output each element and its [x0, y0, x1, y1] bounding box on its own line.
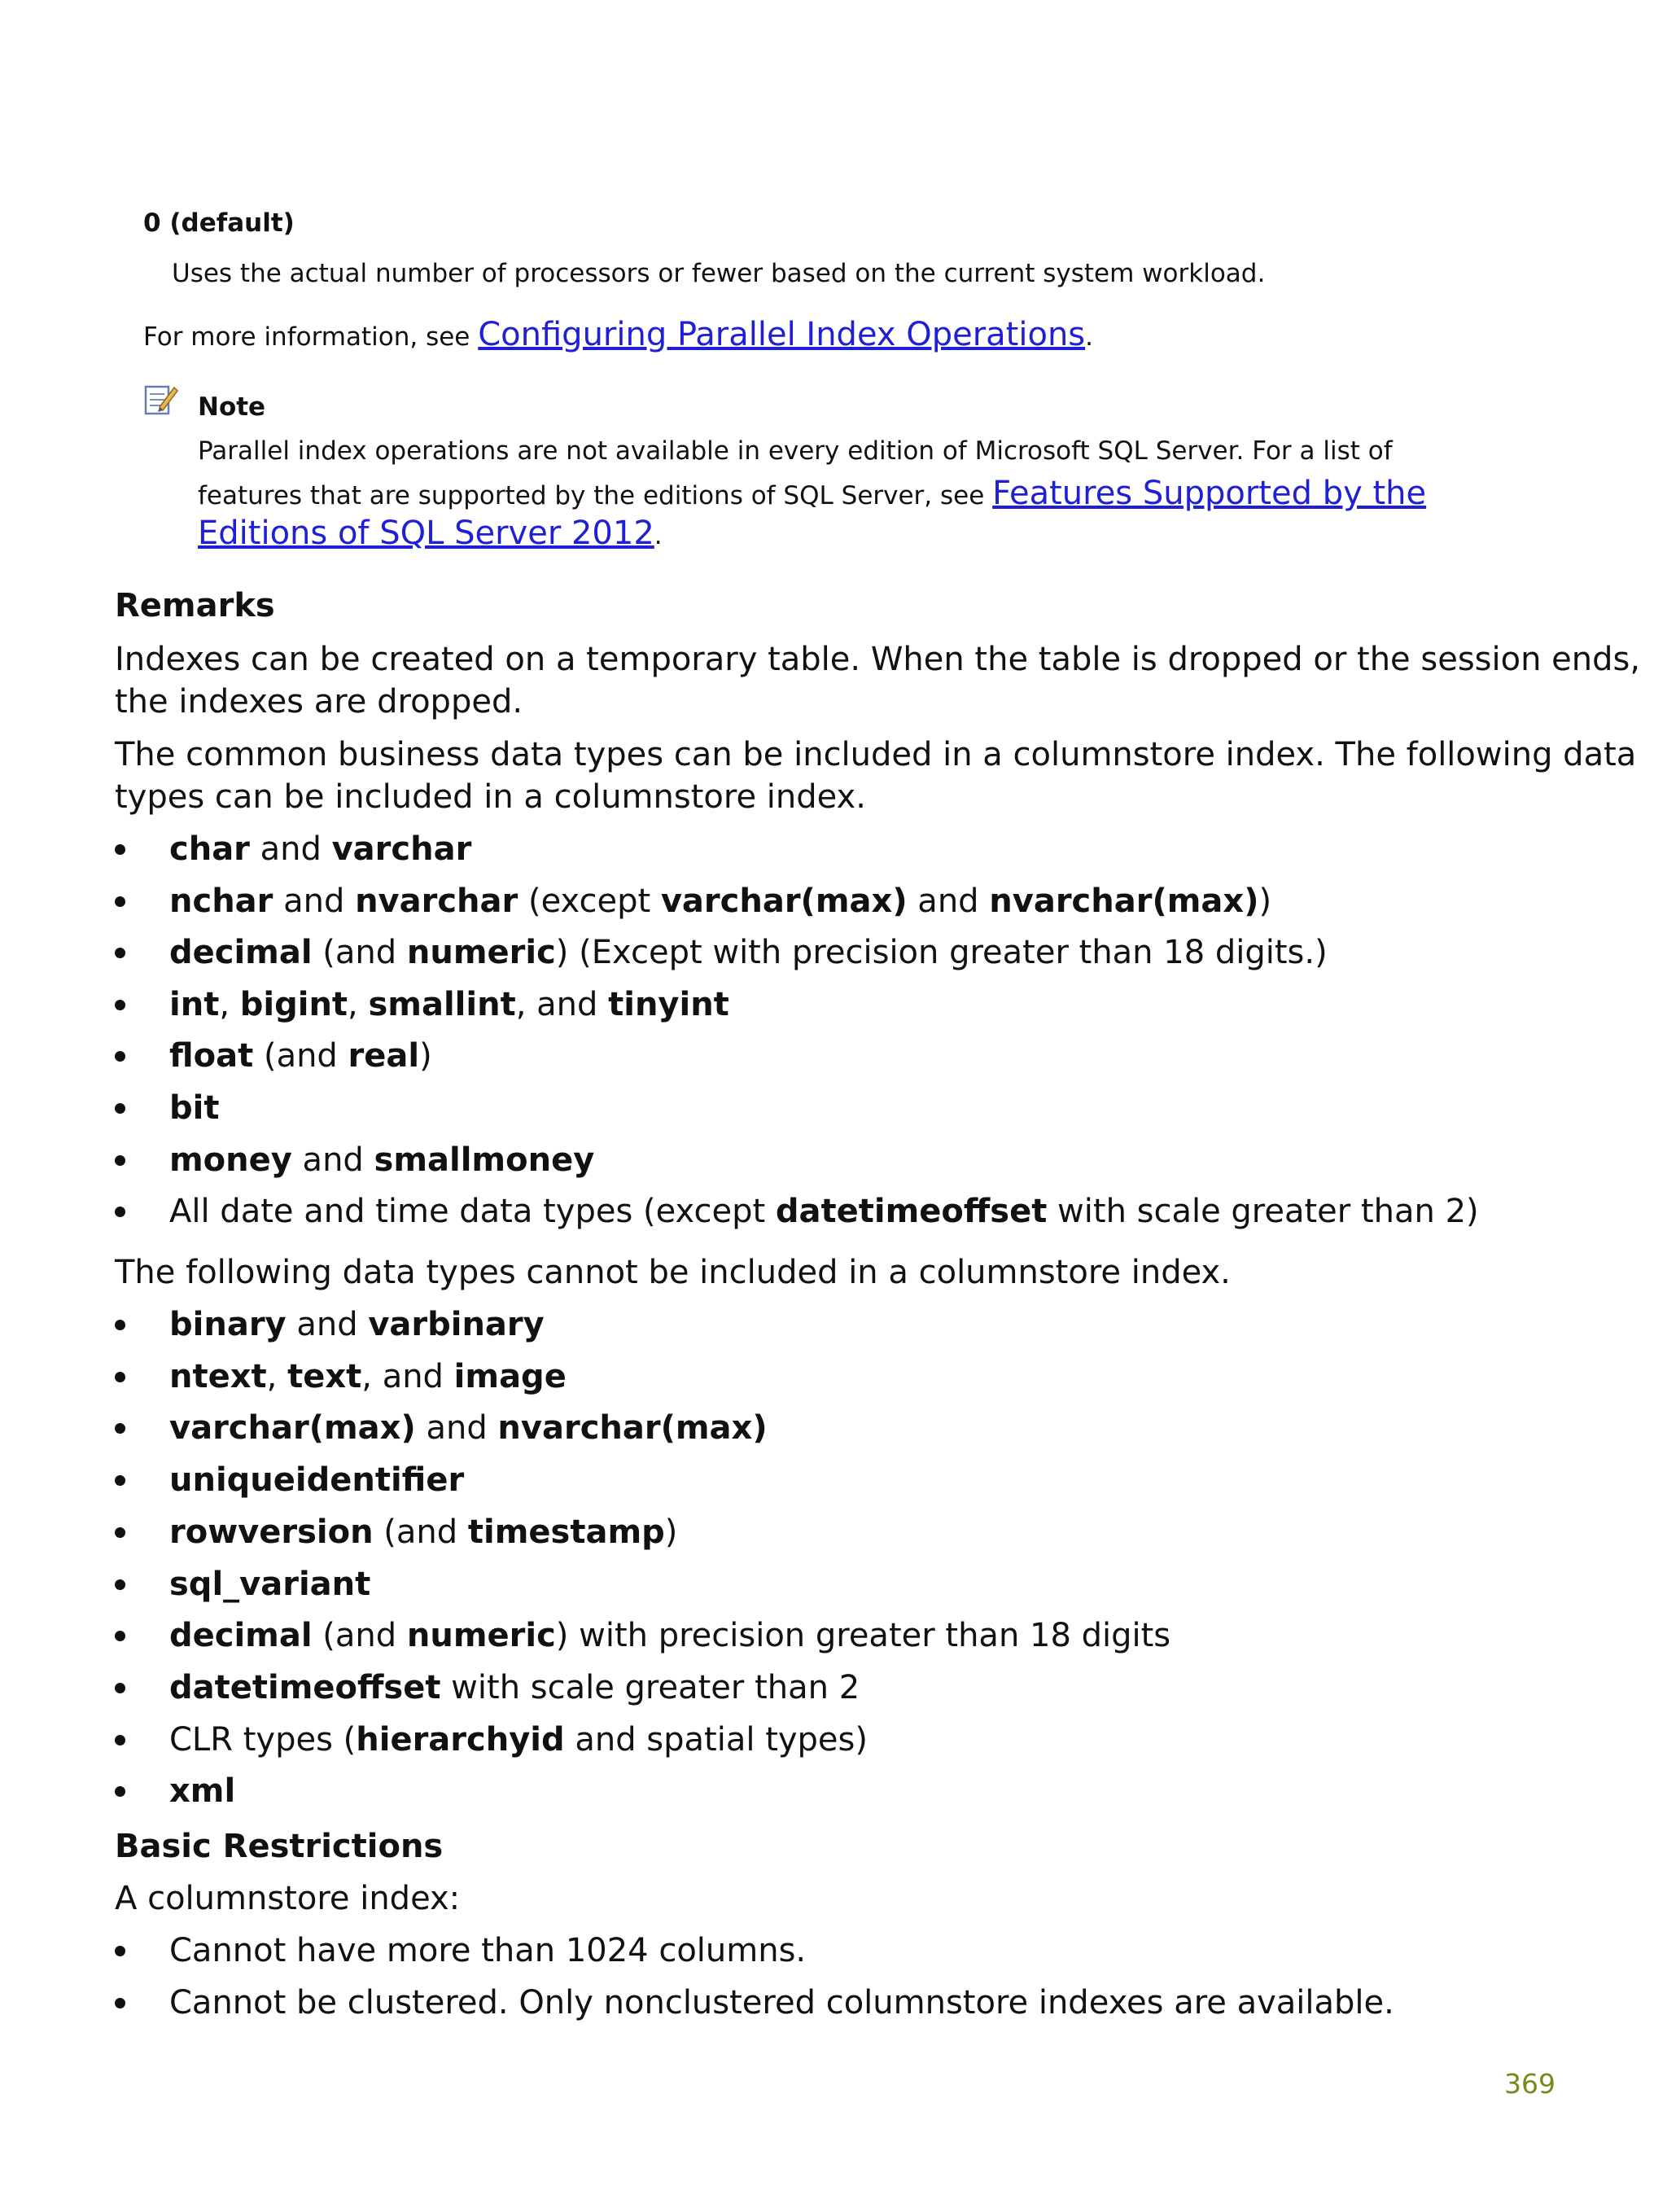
- list-text-run: All date and time data types (except: [169, 1193, 776, 1231]
- list-text-run: ) (Except with precision greater than 18 digits.): [555, 934, 1328, 972]
- list-text-run: and: [907, 882, 990, 920]
- list-text-run: (except: [518, 882, 661, 920]
- type-name: uniqueidentifier: [169, 1461, 465, 1500]
- default-option-label: 0 (default): [143, 208, 295, 238]
- list-item-text: [169, 983, 729, 1026]
- type-name: bit: [169, 1089, 220, 1127]
- type-name: datetimeoffset: [169, 1668, 441, 1706]
- note-pencil-icon: [143, 383, 179, 417]
- remarks-heading: Remarks: [115, 587, 275, 624]
- page-number: 369: [1504, 2068, 1555, 2100]
- type-name: nvarchar(max): [497, 1409, 768, 1448]
- type-name: tinyint: [608, 985, 729, 1023]
- list-text-run: with scale greater than 2: [440, 1668, 860, 1706]
- type-name: real: [348, 1037, 420, 1075]
- features-supported-link-continued[interactable]: Editions of SQL Server 2012: [198, 515, 654, 552]
- list-item-text: [169, 1190, 1479, 1233]
- list-text-run: with scale greater than 2): [1047, 1193, 1479, 1231]
- remarks-paragraph-1-line-2: the indexes are dropped.: [115, 683, 523, 721]
- list-text-run: ,: [348, 985, 369, 1023]
- type-name: hierarchyid: [356, 1720, 565, 1759]
- list-text-run: , and: [361, 1357, 454, 1395]
- list-text-run: CLR types (: [169, 1720, 357, 1759]
- type-name: money: [169, 1141, 292, 1179]
- list-item-text: [169, 880, 1271, 922]
- type-name: numeric: [406, 934, 556, 972]
- type-name: binary: [169, 1306, 287, 1343]
- type-name: decimal: [169, 1617, 313, 1655]
- type-name: int: [169, 985, 220, 1023]
- more-info-prefix: For more information, see: [143, 322, 479, 352]
- note-line-2: [198, 476, 1426, 513]
- list-text-run: (and: [253, 1037, 348, 1075]
- excluded-intro: The following data types cannot be included in a columnstore index.: [115, 1254, 1231, 1291]
- list-text-run: Cannot have more than 1024 columns.: [169, 1932, 807, 1969]
- type-name: text: [287, 1357, 362, 1395]
- list-item-text: [169, 1459, 464, 1501]
- list-item-text: [169, 1139, 594, 1181]
- type-name: timestamp: [467, 1513, 665, 1551]
- list-item-text: [169, 1982, 1394, 2024]
- list-text-run: (and: [373, 1513, 468, 1551]
- type-name: float: [169, 1037, 254, 1075]
- list-text-run: , and: [515, 985, 609, 1023]
- basic-restrictions-intro: A columnstore index:: [115, 1880, 461, 1917]
- note-line-2-prefix: features that are supported by the editions of SQL Server, see: [198, 481, 993, 510]
- type-name: nchar: [169, 882, 273, 920]
- list-item-text: [169, 1563, 370, 1605]
- type-name: smallmoney: [374, 1141, 595, 1179]
- list-text-run: ) with precision greater than 18 digits: [555, 1617, 1171, 1655]
- list-text-run: and spatial types): [564, 1720, 868, 1759]
- remarks-paragraph-2-line-2: types can be included in a columnstore index.: [115, 778, 866, 816]
- type-name: ntext: [169, 1357, 267, 1395]
- list-item-text: [169, 828, 471, 870]
- list-text-run: (and: [312, 934, 407, 972]
- list-text-run: ,: [219, 985, 240, 1023]
- list-item-text: [169, 1770, 235, 1812]
- list-text-run: Cannot be clustered. Only nonclustered columnstore indexes are available.: [169, 1983, 1394, 2021]
- list-text-run: ): [664, 1513, 678, 1551]
- type-name: varchar: [331, 830, 472, 868]
- type-name: image: [453, 1357, 567, 1395]
- type-name: nvarchar(max): [989, 882, 1259, 920]
- list-text-run: and: [415, 1409, 498, 1448]
- type-name: decimal: [169, 934, 313, 972]
- remarks-paragraph-2-line-1: The common business data types can be included in a columnstore index. The following data: [115, 736, 1637, 773]
- type-name: nvarchar: [355, 882, 518, 920]
- list-text-run: ): [419, 1037, 432, 1075]
- list-text-run: ): [1258, 882, 1272, 920]
- type-name: smallint: [368, 985, 516, 1023]
- basic-restrictions-heading: Basic Restrictions: [115, 1828, 444, 1865]
- remarks-paragraph-1-line-1: Indexes can be created on a temporary table. When the table is dropped or the session ends,: [115, 641, 1641, 678]
- list-item-text: [169, 1511, 677, 1553]
- note-line-1: Parallel index operations are not available in every edition of Microsoft SQL Server. For a list of: [198, 436, 1393, 466]
- list-text-run: (and: [312, 1617, 407, 1655]
- type-name: datetimeoffset: [775, 1193, 1048, 1231]
- list-item-text: [169, 1614, 1170, 1657]
- list-text-run: and: [291, 1141, 374, 1179]
- list-text-run: and: [273, 882, 356, 920]
- list-item-text: [169, 1667, 860, 1709]
- type-name: xml: [169, 1772, 236, 1811]
- list-text-run: ,: [266, 1357, 288, 1395]
- list-item-text: [169, 1087, 219, 1129]
- type-name: numeric: [406, 1617, 556, 1655]
- note-line-3: [198, 516, 663, 553]
- list-item-text: [169, 1356, 567, 1398]
- note-suffix: .: [654, 521, 663, 550]
- more-info-suffix: .: [1085, 322, 1093, 352]
- type-name: varchar(max): [169, 1409, 416, 1448]
- note-title: Note: [198, 392, 266, 422]
- type-name: char: [169, 830, 250, 868]
- type-name: bigint: [239, 985, 348, 1023]
- type-name: rowversion: [169, 1513, 374, 1551]
- list-text-run: and: [286, 1306, 369, 1343]
- list-item-text: [169, 1035, 432, 1077]
- type-name: varchar(max): [660, 882, 908, 920]
- more-info-line: [143, 318, 1093, 354]
- list-text-run: and: [249, 830, 332, 868]
- configuring-parallel-index-link[interactable]: Configuring Parallel Index Operations: [478, 316, 1086, 353]
- list-item-text: [169, 1303, 545, 1346]
- list-item-text: [169, 1929, 806, 1972]
- list-item-text: [169, 1407, 768, 1449]
- list-item-text: [169, 1719, 868, 1761]
- default-option-description: Uses the actual number of processors or fewer based on the current system workload.: [172, 259, 1266, 288]
- list-item-text: [169, 931, 1328, 974]
- type-name: sql_variant: [169, 1565, 371, 1603]
- features-supported-link[interactable]: Features Supported by the: [992, 475, 1427, 512]
- type-name: varbinary: [368, 1306, 545, 1343]
